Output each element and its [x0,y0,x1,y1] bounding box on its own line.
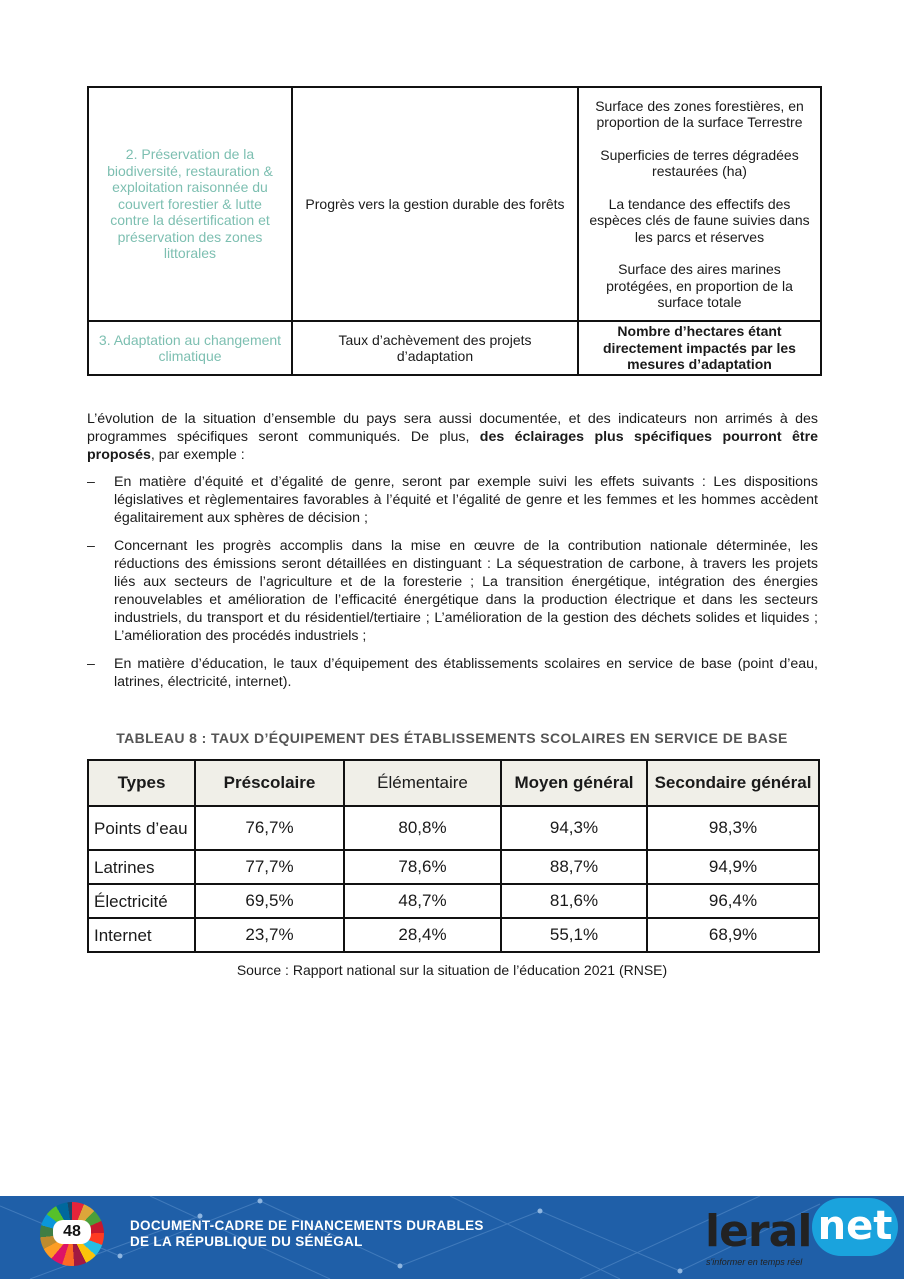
bullet-item [87,473,818,527]
net-logo: net [812,1198,898,1256]
table-cell: 96,4% [647,884,819,918]
axis-cell: 2. Préservation de la biodiversité, restauration & exploitation raisonnée du couvert forestier & lutte contre la désertification et préservation des zones littorales [88,87,292,321]
equipment-table [87,759,820,953]
indicators-cell [578,87,821,321]
bullet-dash: – [87,538,95,554]
table-cell: 68,9% [647,918,819,952]
table-cell: 94,3% [501,806,647,850]
intro-text-b: , par exemple : [150,447,245,463]
table-row [88,884,819,918]
bullet-item [87,537,818,645]
table-source: Source : Rapport national sur la situation de l’éducation 2021 (RNSE) [236,962,668,978]
row-label: Latrines [88,850,195,884]
axis-cell: 3. Adaptation au changement climatique [88,321,292,375]
table-row [88,918,819,952]
indicator-item: Surface des aires marines protégées, en proportion de la surface totale [606,261,793,310]
intro-text-a: L’évolution de la situation d’ensemble du pays sera aussi documentée, et des indicateurs non arrimés à des programmes spécifiques seront communiqués. De plus, [87,411,818,445]
footer-title-line: DOCUMENT-CADRE DE FINANCEMENTS DURABLES [130,1218,484,1233]
column-header: Préscolaire [195,760,344,806]
result-cell: Progrès vers la gestion durable des forêts [292,87,578,321]
table-cell: 77,7% [195,850,344,884]
row-label: Électricité [88,884,195,918]
bullet-dash: – [87,474,95,490]
table-header-row [88,760,819,806]
footer-title-line: DE LA RÉPUBLIQUE DU SÉNÉGAL [130,1234,363,1249]
table-row [88,806,819,850]
table-cell: 23,7% [195,918,344,952]
table-cell: 69,5% [195,884,344,918]
result-cell: Taux d’achèvement des projets d’adaptation [292,321,578,375]
column-header: Types [88,760,195,806]
bullet-text: Concernant les progrès accomplis dans la mise en œuvre de la contribution nationale déterminée, les réductions des émissions seront détaillées en distinguant : La séquestration de carbone, à travers les projets liés aux secteurs de l’agriculture et de la foresterie ; La transition énergétique, intégration des énergies renouvelables et amélioration de l’efficacité énergétique dans la production électrique et dans les secteurs industriels, du transport et du résidentiel/tertiaire ; L’amélioration de la gestion des déchets solides et liquides ; L’amélioration des procédés industriels ; [114,538,818,644]
table-row [88,87,821,321]
row-label: Points d’eau [88,806,195,850]
table-cell: 48,7% [344,884,501,918]
indicators-cell: Nombre d’hectares étant directement impactés par les mesures d’adaptation [578,321,821,375]
logo-tagline: s'informer en temps réel [706,1257,803,1267]
footer-title [130,1218,484,1250]
column-header: Secondaire général [647,760,819,806]
indicators-table [87,86,822,376]
bullet-dash: – [87,656,95,672]
table-cell: 76,7% [195,806,344,850]
table-cell: 98,3% [647,806,819,850]
bullet-item [87,655,818,691]
column-header: Élémentaire [344,760,501,806]
table-caption: TABLEAU 8 : TAUX D’ÉQUIPEMENT DES ÉTABLISSEMENTS SCOLAIRES EN SERVICE DE BASE [116,730,788,746]
indicator-item: Surface des zones forestières, en proportion de la surface Terrestre [595,97,804,130]
table-cell: 28,4% [344,918,501,952]
bullet-text: En matière d’équité et d’égalité de genre, seront par exemple suivi les effets suivants : Les dispositions législatives et règlementaires favorables à l’équité et l’égalité de genre et les femmes et les hommes accèdent égalitairement aux sphères de décision ; [114,474,818,526]
table-cell: 78,6% [344,850,501,884]
indicator-item: Superficies de terres dégradées restaurées (ha) [600,146,799,179]
table-row [88,321,821,375]
table-row [88,850,819,884]
leral-logo: leral [705,1206,812,1257]
table-cell: 81,6% [501,884,647,918]
indicator-item: La tendance des effectifs des espèces clés de faune suivies dans les parcs et réserves [589,195,810,245]
table-cell: 94,9% [647,850,819,884]
intro-text-bold: des éclairages plus spécifiques pourront être proposés [87,429,818,463]
column-header: Moyen général [501,760,647,806]
table-cell: 80,8% [344,806,501,850]
page-number: 48 [53,1220,91,1244]
table-cell: 88,7% [501,850,647,884]
row-label: Internet [88,918,195,952]
bullet-text: En matière d’éducation, le taux d’équipement des établissements scolaires en service de base (point d’eau, latrines, électricité, internet). [114,656,818,690]
table-cell: 55,1% [501,918,647,952]
intro-paragraph [87,410,818,464]
